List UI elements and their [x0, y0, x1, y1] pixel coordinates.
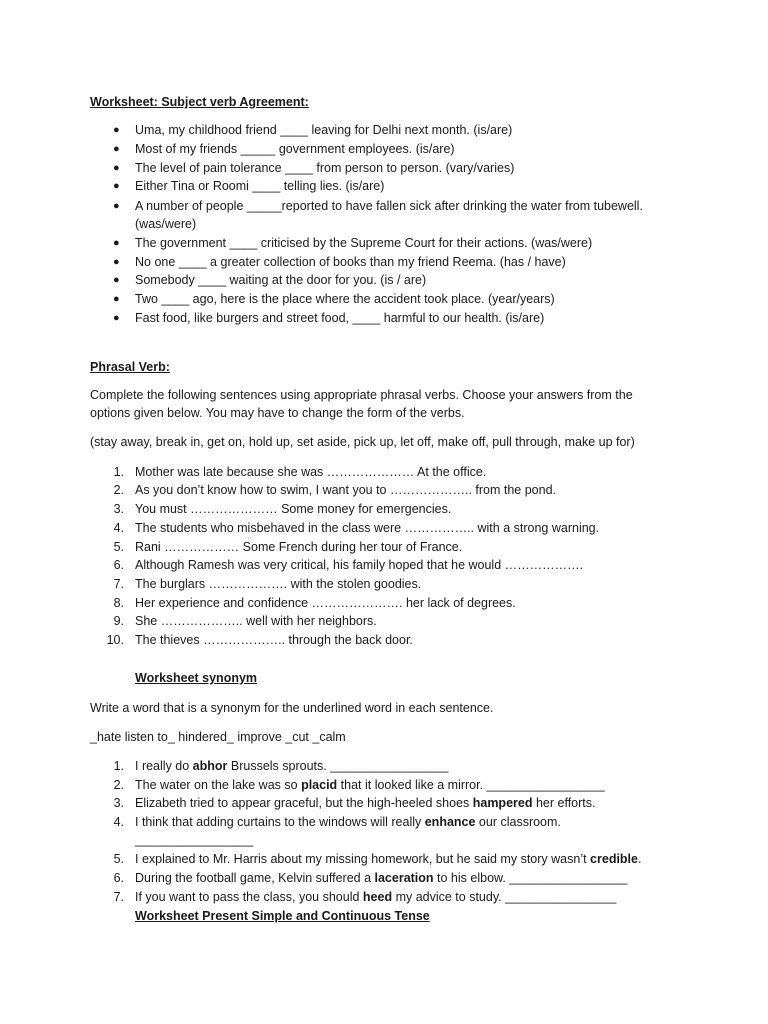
item-number: 9. — [113, 614, 124, 628]
target-word: placid — [301, 778, 338, 792]
sentence-start: If you want to pass the class, you should — [135, 890, 363, 904]
bullet-icon: ● — [113, 312, 120, 324]
list-item: Either Tina or Roomi ____ telling lies. (is/are) — [135, 179, 385, 193]
list-item: As you don’t know how to swim, I want you to ……………….. from the pond. — [135, 483, 557, 497]
bullet-icon: ● — [113, 200, 120, 212]
bullet-icon: ● — [113, 256, 120, 268]
sentence-start: Elizabeth tried to appear graceful, but the high-heeled shoes — [135, 796, 473, 810]
item-number: 6. — [113, 871, 124, 885]
item-number: 8. — [113, 596, 124, 610]
list-item — [135, 851, 641, 867]
list-item: Fast food, like burgers and street food, ____ harmful to our health. (is/are) — [135, 311, 545, 325]
sentence-end: my advice to study. ________________ — [392, 890, 617, 904]
list-item: Most of my friends _____ government employees. (is/are) — [135, 142, 455, 156]
item-number: 3. — [113, 502, 124, 516]
sentence-end: Brussels sprouts. _________________ — [227, 759, 449, 773]
sentence-end: our classroom. — [475, 815, 561, 829]
subject-verb-heading: Worksheet: Subject verb Agreement: — [90, 95, 309, 109]
bullet-icon: ● — [113, 143, 120, 155]
list-item: Mother was late because she was ………………… At the office. — [135, 465, 487, 479]
target-word: credible — [590, 852, 638, 866]
item-number: 7. — [113, 890, 124, 904]
phrasal-verb-heading: Phrasal Verb: — [90, 360, 170, 374]
synonym-heading: Worksheet synonym — [135, 671, 258, 685]
item-number: 1. — [113, 465, 124, 479]
list-item — [135, 814, 561, 830]
sentence-start: I think that adding curtains to the windows will really — [135, 815, 425, 829]
item-number: 3. — [113, 796, 124, 810]
list-item — [135, 777, 605, 793]
sentence-start: During the football game, Kelvin suffered a — [135, 871, 375, 885]
synonym-instruction: Write a word that is a synonym for the underlined word in each sentence. — [90, 701, 494, 715]
list-item: Her experience and confidence …………………. her lack of degrees. — [135, 596, 516, 610]
list-item: Uma, my childhood friend ____ leaving for Delhi next month. (is/are) — [135, 123, 513, 137]
item-number: 4. — [113, 815, 124, 829]
bullet-icon: ● — [113, 293, 120, 305]
item-number: 2. — [113, 778, 124, 792]
list-item: You must ………………… Some money for emergencies. — [135, 502, 452, 516]
target-word: enhance — [424, 815, 476, 829]
sentence-end: that it looked like a mirror. _________________ — [337, 778, 605, 792]
list-item: She ……………….. well with her neighbors. — [135, 614, 377, 628]
list-item: Somebody ____ waiting at the door for you. (is / are) — [135, 273, 427, 287]
list-item: No one ____ a greater collection of books than my friend Reema. (has / have) — [135, 255, 566, 269]
list-item: Although Ramesh was very critical, his family hoped that he would ………………. — [135, 558, 584, 572]
list-item: The government ____ criticised by the Supreme Court for their actions. (was/were) — [135, 236, 593, 250]
list-item: The level of pain tolerance ____ from person to person. (vary/varies) — [135, 161, 515, 175]
item-number: 1. — [113, 759, 124, 773]
synonym-word-bank: _hate listen to_ hindered_ improve _cut _calm — [90, 730, 346, 744]
list-item-continuation: (was/were) — [135, 217, 197, 231]
sentence-start: I really do — [135, 759, 193, 773]
target-word: laceration — [374, 871, 434, 885]
item-number: 6. — [113, 558, 124, 572]
bullet-icon: ● — [113, 124, 120, 136]
sentence-end: to his elbow. _________________ — [433, 871, 628, 885]
bullet-icon: ● — [113, 274, 120, 286]
target-word: abhor — [192, 759, 228, 773]
list-item — [135, 889, 616, 905]
item-number: 10. — [106, 633, 124, 647]
list-item — [135, 758, 448, 774]
bullet-icon: ● — [113, 162, 120, 174]
target-word: hampered — [472, 796, 533, 810]
present-tense-heading: Worksheet Present Simple and Continuous Tense — [135, 909, 430, 923]
list-item: The students who misbehaved in the class were …………….. with a strong warning. — [135, 521, 600, 535]
item-number: 7. — [113, 577, 124, 591]
item-number: 5. — [113, 540, 124, 554]
sentence-start: The water on the lake was so — [135, 778, 302, 792]
list-item: Rani ……………… Some French during her tour of France. — [135, 540, 463, 554]
phrasal-intro-line2: options given below. You may have to change the form of the verbs. — [90, 406, 465, 420]
bullet-icon: ● — [113, 180, 120, 192]
phrasal-options: (stay away, break in, get on, hold up, set aside, pick up, let off, make off, pull through, make up for) — [90, 435, 635, 449]
target-word: heed — [362, 890, 393, 904]
list-item — [135, 795, 595, 811]
list-item: Two ____ ago, here is the place where the accident took place. (year/years) — [135, 292, 555, 306]
item-number: 2. — [113, 483, 124, 497]
phrasal-intro-line1: Complete the following sentences using appropriate phrasal verbs. Choose your answers from the — [90, 388, 633, 402]
answer-blank: _________________ — [135, 833, 254, 847]
sentence-start: I explained to Mr. Harris about my missing homework, but he said my story wasn’t — [135, 852, 591, 866]
list-item: The thieves ……………….. through the back door. — [135, 633, 413, 647]
list-item — [135, 870, 627, 886]
list-item: A number of people _____reported to have fallen sick after drinking the water from tubewell. — [135, 199, 643, 213]
list-item: The burglars ………………. with the stolen goodies. — [135, 577, 422, 591]
item-number: 5. — [113, 852, 124, 866]
item-number: 4. — [113, 521, 124, 535]
bullet-icon: ● — [113, 237, 120, 249]
sentence-end: . — [637, 852, 642, 866]
sentence-end: her efforts. — [532, 796, 596, 810]
